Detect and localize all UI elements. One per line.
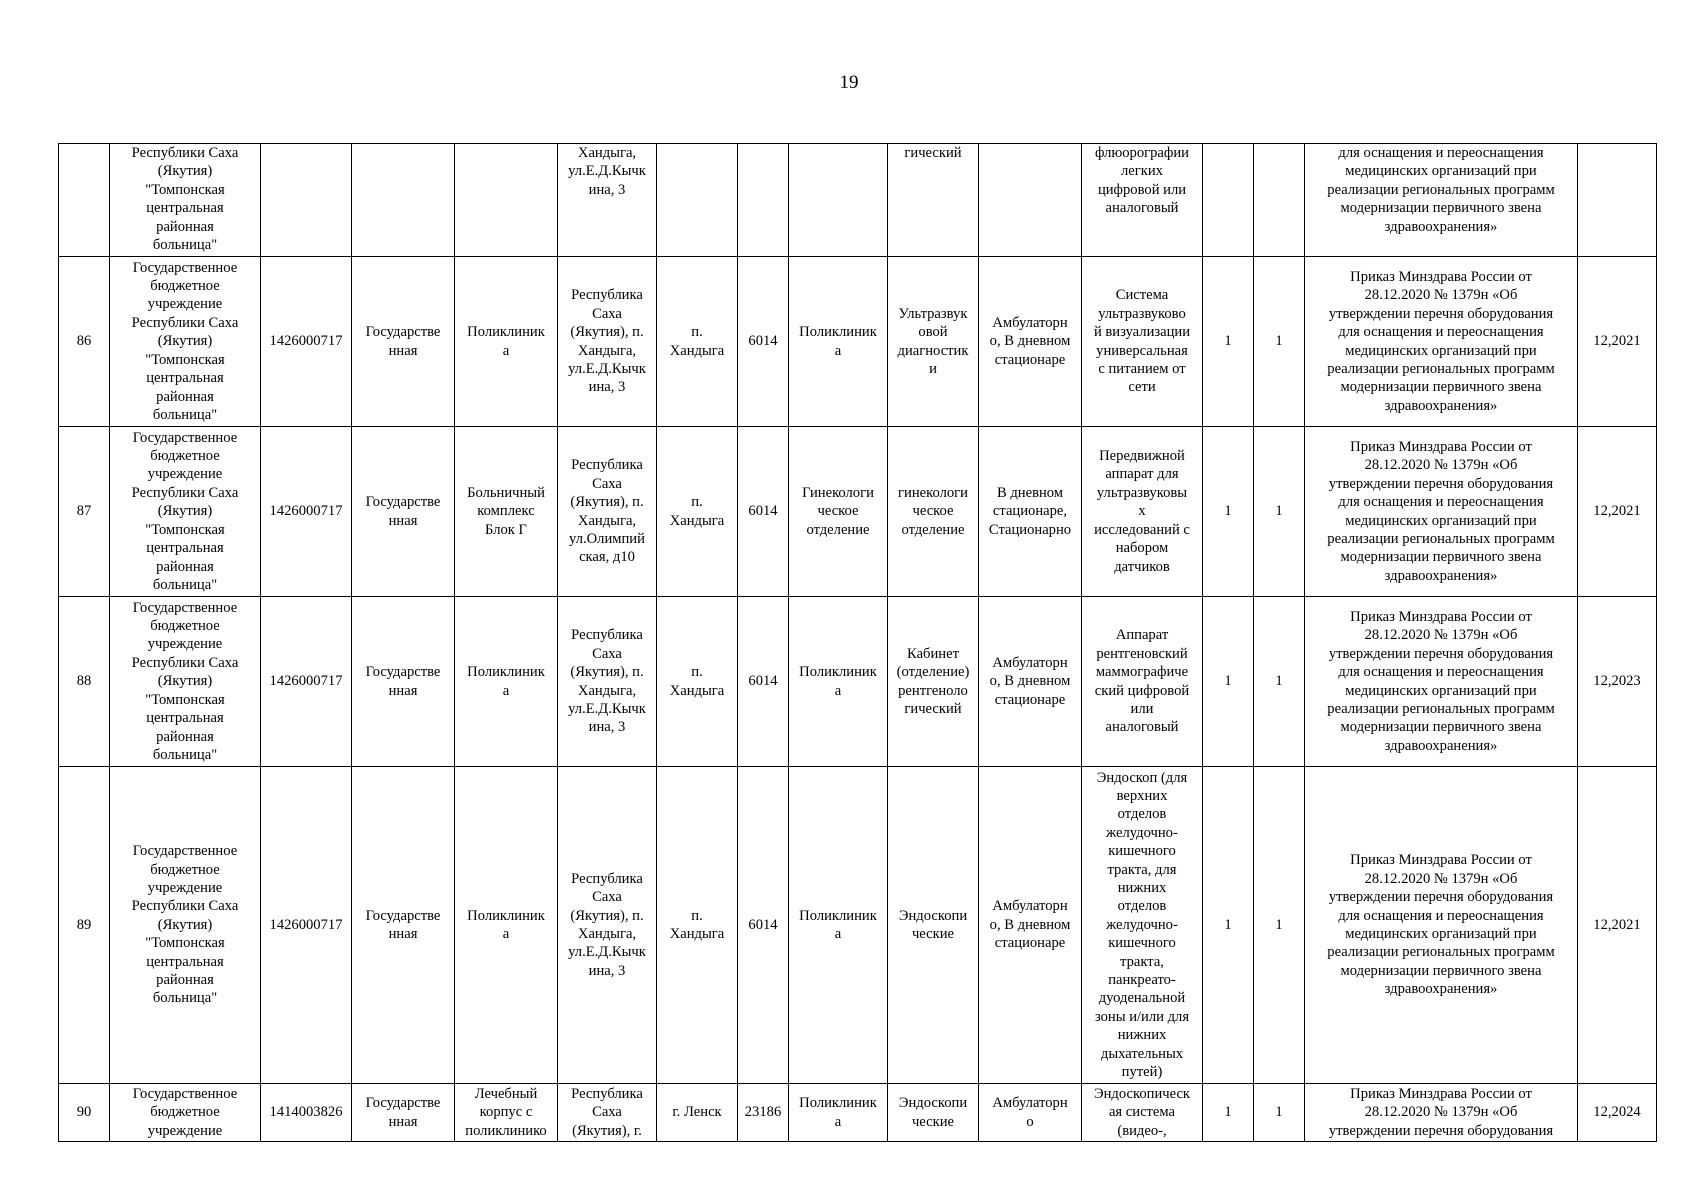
quantity-cell: 1 (1254, 597, 1305, 767)
date-cell: 12,2024 (1578, 1084, 1657, 1142)
quantity-cell: 1 (1254, 1084, 1305, 1142)
date-cell: 12,2021 (1578, 427, 1657, 597)
date-cell (1578, 144, 1657, 257)
basis-cell: для оснащения и переоснащения медицинских организаций при реализации региональных программ модернизации первичного звена здравоохранения» (1305, 144, 1578, 257)
department-cell: Поликлиник а (789, 767, 888, 1084)
building-cell: Поликлиник а (455, 597, 558, 767)
quantity-cell: 1 (1254, 257, 1305, 427)
basis-cell: Приказ Минздрава России от 28.12.2020 № 1379н «Об утверждении перечня оборудования для оснащения и переоснащения медицинских организаций при реализации региональных программ модернизации первичного звена здравоохранения» (1305, 427, 1578, 597)
locality-cell: г. Ленск (657, 1084, 738, 1142)
quantity-cell: 1 (1254, 427, 1305, 597)
quantity-cell: 1 (1203, 1084, 1254, 1142)
table-row (59, 767, 1657, 1084)
code-cell (738, 144, 789, 257)
care-conditions-cell: Амбулаторн о, В дневном стационаре (979, 597, 1082, 767)
locality-cell: п. Хандыга (657, 257, 738, 427)
building-cell: Больничный комплекс Блок Г (455, 427, 558, 597)
quantity-cell: 1 (1203, 257, 1254, 427)
address-cell: Республика Саха (Якутия), г. (558, 1084, 657, 1142)
row-number: 86 (59, 257, 110, 427)
department-cell: Поликлиник а (789, 257, 888, 427)
quantity-cell (1254, 144, 1305, 257)
care-conditions-cell: Амбулаторн о (979, 1084, 1082, 1142)
ownership-form-cell: Государстве нная (352, 597, 455, 767)
quantity-cell (1203, 144, 1254, 257)
code-cell: 23186 (738, 1084, 789, 1142)
organization-cell: Республики Саха (Якутия) "Томпонская центральная районная больница" (110, 144, 261, 257)
quantity-cell: 1 (1203, 597, 1254, 767)
date-cell: 12,2021 (1578, 767, 1657, 1084)
equipment-cell: Эндоскопическ ая система (видео-, (1082, 1084, 1203, 1142)
inn-cell (261, 144, 352, 257)
care-conditions-cell: Амбулаторн о, В дневном стационаре (979, 767, 1082, 1084)
address-cell: Республика Саха (Якутия), п. Хандыга, ул.Е.Д.Кычк ина, 3 (558, 767, 657, 1084)
address-cell: Республика Саха (Якутия), п. Хандыга, ул.Олимпий ская, д10 (558, 427, 657, 597)
department-cell: Гинекологи ческое отделение (789, 427, 888, 597)
code-cell: 6014 (738, 767, 789, 1084)
code-cell: 6014 (738, 427, 789, 597)
ownership-form-cell: Государстве нная (352, 427, 455, 597)
ownership-form-cell (352, 144, 455, 257)
table-row (59, 427, 1657, 597)
address-cell: Хандыга, ул.Е.Д.Кычк ина, 3 (558, 144, 657, 257)
basis-cell: Приказ Минздрава России от 28.12.2020 № 1379н «Об утверждении перечня оборудования для оснащения и переоснащения медицинских организаций при реализации региональных программ модернизации первичного звена здравоохранения» (1305, 767, 1578, 1084)
row-number: 89 (59, 767, 110, 1084)
equipment-cell: Эндоскоп (для верхних отделов желудочно- кишечного тракта, для нижних отделов желудочно- кишечного тракта, панкреато- дуоденальной зоны и/или для нижних дыхательных путей) (1082, 767, 1203, 1084)
basis-cell: Приказ Минздрава России от 28.12.2020 № 1379н «Об утверждении перечня оборудования для оснащения и переоснащения медицинских организаций при реализации региональных программ модернизации первичного звена здравоохранения» (1305, 257, 1578, 427)
ownership-form-cell: Государстве нная (352, 1084, 455, 1142)
organization-cell: Государственное бюджетное учреждение Республики Саха (Якутия) "Томпонская центральная районная больница" (110, 767, 261, 1084)
row-number: 87 (59, 427, 110, 597)
row-number: 90 (59, 1084, 110, 1142)
equipment-cell: Аппарат рентгеновский маммографиче ский цифровой или аналоговый (1082, 597, 1203, 767)
row-number (59, 144, 110, 257)
address-cell: Республика Саха (Якутия), п. Хандыга, ул.Е.Д.Кычк ина, 3 (558, 597, 657, 767)
cabinet-cell: Ультразвук овой диагностик и (888, 257, 979, 427)
inn-cell: 1426000717 (261, 257, 352, 427)
inn-cell: 1414003826 (261, 1084, 352, 1142)
address-cell: Республика Саха (Якутия), п. Хандыга, ул.Е.Д.Кычк ина, 3 (558, 257, 657, 427)
building-cell: Поликлиник а (455, 767, 558, 1084)
code-cell: 6014 (738, 597, 789, 767)
building-cell: Поликлиник а (455, 257, 558, 427)
cabinet-cell: Эндоскопи ческие (888, 767, 979, 1084)
cabinet-cell: Эндоскопи ческие (888, 1084, 979, 1142)
locality-cell (657, 144, 738, 257)
care-conditions-cell: В дневном стационаре, Стационарно (979, 427, 1082, 597)
code-cell: 6014 (738, 257, 789, 427)
inn-cell: 1426000717 (261, 597, 352, 767)
department-cell: Поликлиник а (789, 1084, 888, 1142)
cabinet-cell: Кабинет (отделение) рентгеноло гический (888, 597, 979, 767)
basis-cell: Приказ Минздрава России от 28.12.2020 № 1379н «Об утверждении перечня оборудования для оснащения и переоснащения медицинских организаций при реализации региональных программ модернизации первичного звена здравоохранения» (1305, 597, 1578, 767)
inn-cell: 1426000717 (261, 427, 352, 597)
table-row (59, 144, 1657, 257)
locality-cell: п. Хандыга (657, 597, 738, 767)
organization-cell: Государственное бюджетное учреждение Республики Саха (Якутия) "Томпонская центральная районная больница" (110, 597, 261, 767)
equipment-cell: флюорографии легких цифровой или аналоговый (1082, 144, 1203, 257)
building-cell: Лечебный корпус с поликлинико (455, 1084, 558, 1142)
row-number: 88 (59, 597, 110, 767)
care-conditions-cell (979, 144, 1082, 257)
cabinet-cell: гинекологи ческое отделение (888, 427, 979, 597)
building-cell (455, 144, 558, 257)
ownership-form-cell: Государстве нная (352, 767, 455, 1084)
organization-cell: Государственное бюджетное учреждение Республики Саха (Якутия) "Томпонская центральная районная больница" (110, 257, 261, 427)
table-row (59, 597, 1657, 767)
locality-cell: п. Хандыга (657, 427, 738, 597)
date-cell: 12,2021 (1578, 257, 1657, 427)
equipment-table (58, 143, 1657, 1142)
basis-cell: Приказ Минздрава России от 28.12.2020 № 1379н «Об утверждении перечня оборудования (1305, 1084, 1578, 1142)
quantity-cell: 1 (1203, 427, 1254, 597)
date-cell: 12,2023 (1578, 597, 1657, 767)
care-conditions-cell: Амбулаторн о, В дневном стационаре (979, 257, 1082, 427)
equipment-cell: Передвижной аппарат для ультразвуковы х исследований с набором датчиков (1082, 427, 1203, 597)
department-cell (789, 144, 888, 257)
table-row (59, 1084, 1657, 1142)
equipment-cell: Система ультразвуково й визуализации универсальная с питанием от сети (1082, 257, 1203, 427)
organization-cell: Государственное бюджетное учреждение Республики Саха (Якутия) "Томпонская центральная районная больница" (110, 427, 261, 597)
department-cell: Поликлиник а (789, 597, 888, 767)
table-row (59, 257, 1657, 427)
organization-cell: Государственное бюджетное учреждение (110, 1084, 261, 1142)
cabinet-cell: гический (888, 144, 979, 257)
locality-cell: п. Хандыга (657, 767, 738, 1084)
quantity-cell: 1 (1254, 767, 1305, 1084)
ownership-form-cell: Государстве нная (352, 257, 455, 427)
inn-cell: 1426000717 (261, 767, 352, 1084)
page-number: 19 (839, 72, 859, 93)
quantity-cell: 1 (1203, 767, 1254, 1084)
